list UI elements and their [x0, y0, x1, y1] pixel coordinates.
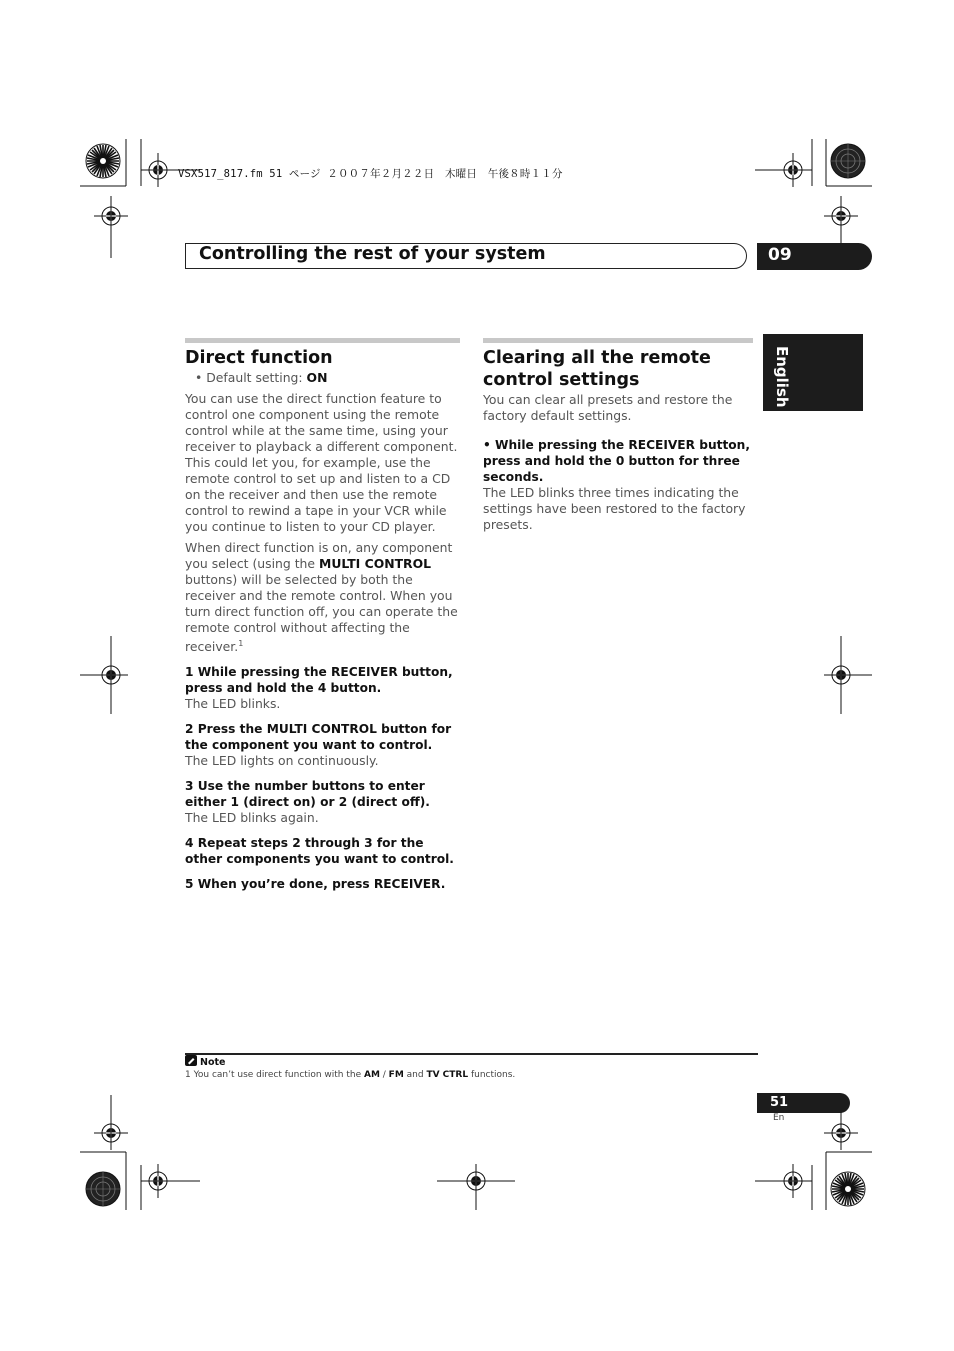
text-run: and: [403, 1070, 427, 1080]
section-heading-clearing-remote: Clearing all the remote control settings: [483, 348, 711, 390]
page-number: 51: [770, 1095, 789, 1110]
step-2-result: The LED lights on continuously.: [185, 753, 379, 769]
default-setting-value: ON: [306, 370, 328, 385]
note-heading: Note: [200, 1057, 226, 1068]
default-setting-label: • Default setting:: [195, 370, 307, 385]
text-run: functions.: [468, 1070, 516, 1080]
bullet-step-result: The LED blinks three times indicating the settings have been restored to the factory presets.: [483, 485, 746, 532]
section-heading-direct-function: Direct function: [185, 348, 333, 368]
chapter-number: 09: [768, 245, 792, 265]
footnote-ref: 1: [238, 639, 244, 648]
bullet-step: • While pressing the RECEIVER button, press and hold the 0 button for three seconds.: [483, 438, 750, 484]
text-run-bold: MULTI CONTROL: [318, 556, 432, 571]
text-run-bold: TV CTRL: [426, 1070, 469, 1080]
note-icon: [185, 1055, 197, 1066]
text-run: /: [379, 1070, 389, 1080]
right-column: [483, 347, 755, 533]
page-number-badge: [757, 1093, 850, 1113]
language-label: English: [773, 346, 791, 408]
text-run-bold: FM: [388, 1070, 404, 1080]
paragraph: You can use the direct function feature to control one component using the remote control while at the same time, using your receiver to playback a different component. This could let you, for example, use the remote control to set up and listen to a CD on the receiver and then use the remote control to rewind a tape in your VCR while you continue to listen to your CD player.: [185, 391, 458, 534]
left-column: [185, 347, 461, 892]
text-run: 1 You can’t use direct function with the: [185, 1070, 364, 1080]
note-heading-row: [185, 1055, 515, 1069]
text-run: buttons) will be selected by both the receiver and the remote control. When you turn direct function off, you can operate the remote control without affecting the receiver.: [185, 572, 458, 655]
step-5: 5 When you’re done, press RECEIVER.: [185, 877, 446, 892]
text-run: When direct function is on, any component you select (using the: [185, 540, 453, 571]
default-setting: [185, 370, 461, 386]
print-header: VSX517_817.fm 51 ページ ２００７年２月２２日 木曜日 午後８時１１分: [178, 168, 563, 180]
step-3: 3 Use the number buttons to enter either 1 (direct on) or 2 (direct off).: [185, 779, 430, 810]
note-text: [185, 1069, 515, 1082]
step-3-result: The LED blinks again.: [185, 810, 319, 826]
chapter-number-badge: [757, 243, 872, 270]
step-2: 2 Press the MULTI CONTROL button for the component you want to control.: [185, 722, 452, 753]
language-tab: [763, 334, 863, 411]
left-column-rule: [185, 338, 460, 343]
step-1-result: The LED blinks.: [185, 696, 281, 712]
text-run-bold: AM: [363, 1070, 380, 1080]
chapter-title: Controlling the rest of your system: [199, 244, 546, 264]
paragraph: [185, 540, 461, 655]
step-4: 4 Repeat steps 2 through 3 for the other components you want to control.: [185, 836, 454, 867]
page-language: En: [773, 1113, 785, 1123]
right-column-rule: [483, 338, 753, 343]
note-block: [185, 1055, 515, 1082]
step-1: 1 While pressing the RECEIVER button, press and hold the 4 button.: [185, 665, 453, 696]
paragraph: You can clear all presets and restore the factory default settings.: [483, 392, 733, 423]
